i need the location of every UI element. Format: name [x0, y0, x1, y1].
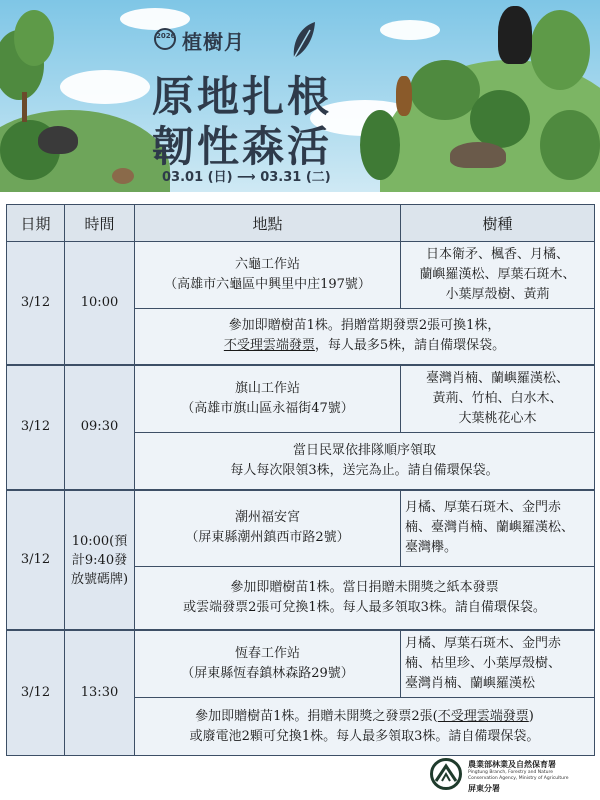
headline-line-2: 韌性森活	[152, 122, 333, 171]
tree-shape	[540, 110, 600, 180]
table-row	[7, 242, 595, 309]
note-line: 或廢電池2顆可兌換1株。每人最多領取3株。請自備環保袋。	[189, 728, 540, 744]
weasel-icon	[396, 76, 412, 116]
location-address: （屏東縣恆春鎮林森路29號）	[181, 666, 354, 681]
time-line: 10:00(預	[71, 533, 128, 549]
cell-note	[135, 566, 595, 630]
cell-time	[65, 490, 135, 630]
agency-name-en	[468, 770, 578, 782]
table-row	[7, 490, 595, 566]
header-trees: 樹種	[401, 205, 595, 242]
note-line: 參加即贈樹苗1株。當日捐贈未開獎之紙本發票	[230, 579, 499, 595]
table-header-row	[7, 205, 595, 242]
mountain-icon	[433, 761, 459, 787]
note-line: 或雲端發票2張可兌換1株。每人最多領取3株。請自備環保袋。	[183, 599, 546, 615]
cloud-shape	[380, 20, 440, 40]
branch-name: 屏東分署	[468, 784, 500, 793]
month-title: 植樹月	[182, 30, 245, 54]
cell-time: 13:30	[65, 630, 135, 756]
cell-location	[135, 242, 401, 309]
header-date: 日期	[7, 205, 65, 242]
cell-note	[135, 698, 595, 756]
tree-line: 臺灣欅。	[405, 540, 458, 556]
note-underlined: 不受理雲端發票	[223, 338, 315, 354]
tree-line: 小葉厚殼樹、黃荊	[445, 287, 550, 302]
location-address: （高雄市六龜區中興里中庄197號）	[164, 277, 371, 292]
tree-line: 臺灣肖楠、蘭嶼羅漢松、	[425, 370, 569, 386]
cell-time: 10:00	[65, 242, 135, 365]
tree-line: 月橘、厚葉石斑木、金門赤	[405, 500, 562, 516]
note-line: 每人每次限領3株，送完為止。請自備環保袋。	[230, 462, 499, 478]
tree-line: 月橘、厚葉石斑木、金門赤	[405, 636, 562, 651]
location-name: 六龜工作站	[234, 257, 300, 272]
tree-line: 大葉桃花心木	[458, 410, 537, 426]
cell-trees	[401, 242, 595, 309]
year-badge: 2026	[154, 28, 176, 50]
event-banner	[0, 0, 600, 192]
banner-title	[148, 22, 378, 190]
tree-shape	[14, 10, 54, 66]
note-post: )	[528, 708, 534, 724]
headline-line-1: 原地扎根	[152, 72, 333, 121]
location-name: 潮州福安宮	[234, 510, 300, 526]
agency-emblem-icon	[430, 758, 462, 790]
location-name: 旗山工作站	[234, 380, 300, 396]
cell-location	[135, 490, 401, 566]
header-time: 時間	[65, 205, 135, 242]
location-address: （高雄市旗山區永福街47號）	[181, 400, 354, 416]
header-location: 地點	[135, 205, 401, 242]
time-line: 計9:40發	[71, 552, 128, 568]
tree-line: 楠、枯里珍、小葉厚殼樹、	[405, 656, 562, 671]
tree-trunk	[22, 92, 27, 122]
time-line: 放號碼牌)	[70, 571, 129, 587]
tree-shape	[410, 60, 480, 120]
note-rest: ，每人最多5株，請自備環保袋。	[314, 338, 506, 354]
schedule-table	[6, 204, 595, 756]
cell-trees	[401, 490, 595, 566]
boar-icon	[38, 126, 78, 154]
note-line	[139, 707, 590, 727]
agency-en-prefix: Pingtung Branch,	[468, 770, 507, 775]
note-pre: 參加即贈樹苗1株。捐贈未開獎之發票2張(	[195, 708, 438, 724]
agency-name: 農業部林業及自然保育署	[468, 760, 556, 769]
cell-note	[135, 309, 595, 365]
location-address: （屏東縣潮州鎮西市路2號）	[185, 530, 350, 546]
owl-icon	[112, 168, 134, 184]
bear-icon	[498, 6, 532, 64]
cell-trees	[401, 365, 595, 433]
note-line: 參加即贈樹苗1株。捐贈當期發票2張可換1株，	[228, 318, 501, 334]
cloud-shape	[60, 70, 150, 104]
cell-time: 09:30	[65, 365, 135, 491]
tree-line: 楠、臺灣肖楠、蘭嶼羅漢松、	[405, 520, 575, 536]
cell-location	[135, 365, 401, 433]
cell-date: 3/12	[7, 242, 65, 365]
table-row	[7, 630, 595, 698]
agency-logo	[430, 756, 590, 796]
tree-shape	[470, 90, 530, 148]
pangolin-icon	[450, 142, 506, 168]
tree-shape	[530, 10, 590, 90]
location-name: 恆春工作站	[234, 646, 300, 661]
table-row	[7, 365, 595, 433]
cell-location	[135, 630, 401, 698]
tree-line: 蘭嶼羅漢松、厚葉石斑木、	[419, 267, 576, 282]
tree-line: 黃荊、竹柏、白水木、	[432, 390, 563, 406]
leaf-icon	[288, 20, 318, 60]
note-line: 當日民眾依排隊順序領取	[292, 442, 436, 458]
cell-note	[135, 432, 595, 490]
cell-date: 3/12	[7, 365, 65, 491]
tree-line: 臺灣肖楠、蘭嶼羅漢松	[405, 676, 536, 691]
cell-date: 3/12	[7, 490, 65, 630]
note-underlined: 不受理雲端發票	[437, 708, 529, 724]
cell-date: 3/12	[7, 630, 65, 756]
tree-line: 日本衛矛、楓香、月橘、	[425, 247, 569, 262]
note-line	[139, 336, 590, 356]
cell-trees	[401, 630, 595, 698]
agency-en-name: Forestry and Nature Conservation Agency, Ministry of Agriculture	[468, 770, 569, 781]
date-range: 03.01 (日) ⟶ 03.31 (二)	[162, 170, 331, 185]
